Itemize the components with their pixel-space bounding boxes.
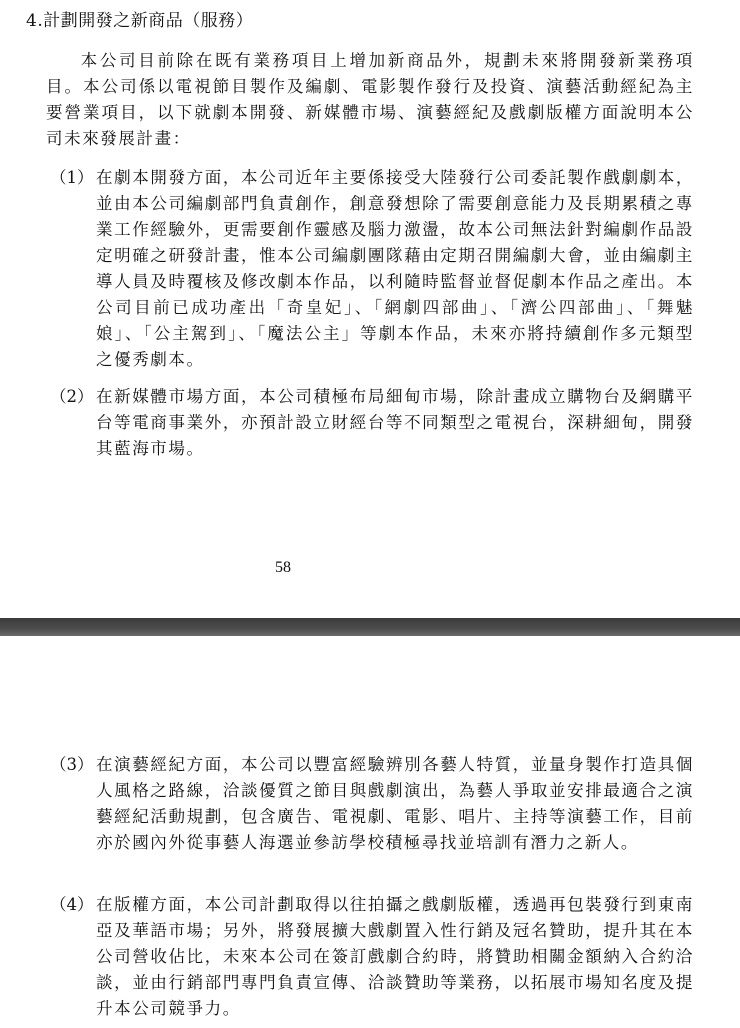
item-text: 在演藝經紀方面，本公司以豐富經驗辨別各藝人特質，並量身製作打造具個人風格之路線，洽談優質之節目與戲劇演出，為藝人爭取並安排最適合之演藝經紀活動規劃，包含廣告、電視劇、電影、唱片、主持等演藝工作，目前亦於國內外從事藝人海選並參訪學校積極尋找並培訓有潛力之新人。 xyxy=(96,755,694,852)
item-text: 在新媒體市場方面，本公司積極布局細甸市場，除計畫成立購物台及網購平台等電商事業外，亦預計設立財經台等不同類型之電視台，深耕細甸，開發其藍海市場。 xyxy=(96,387,694,458)
item-number: （2） xyxy=(50,387,94,406)
item-number: （4） xyxy=(50,895,94,914)
document-page-bottom xyxy=(0,636,740,1028)
item-number: （1） xyxy=(50,168,94,187)
intro-paragraph: 本公司目前除在既有業務項目上增加新商品外，規劃未來將開發新業務項目。本公司係以電視節目製作及編劇、電影製作發行及投資、演藝活動經紀為主要營業項目，以下就劇本開發、新媒體市場、演藝經紀及戲劇版權方面說明本公司未來發展計畫： xyxy=(46,51,694,148)
list-item xyxy=(46,384,694,462)
list-item xyxy=(46,752,694,856)
item-text: 在版權方面，本公司計劃取得以往拍攝之戲劇版權，透過再包裝發行到東南亞及華語市場；另外，將發展擴大戲劇置入性行銷及冠名贊助，提升其在本公司營收佔比，未來本公司在簽訂戲劇合約時，將贊助相關金額納入合約洽談，並由行銷部門專門負責宣傳、洽談贊助等業務，以拓展市場知名度及提升本公司競爭力。 xyxy=(96,895,694,1018)
section-heading: 4.計劃開發之新商品（服務） xyxy=(26,11,254,31)
list-item xyxy=(46,892,694,1022)
page-separator xyxy=(0,618,740,636)
list-item xyxy=(46,165,694,373)
item-number: （3） xyxy=(50,755,94,774)
page-number: 58 xyxy=(275,559,291,576)
item-text: 在劇本開發方面，本公司近年主要係接受大陸發行公司委託製作戲劇劇本，並由本公司編劇部門負責創作，創意發想除了需要創意能力及長期累積之專業工作經驗外，更需要創作靈感及腦力激盪，故本公司無法針對編劇作品設定明確之研發計畫，惟本公司編劇團隊藉由定期召開編劇大會，並由編劇主導人員及時覆核及修改劇本作品，以利隨時監督並督促劇本作品之產出。本公司目前已成功產出「奇皇妃」、「網劇四部曲」、「濟公四部曲」、「舞魅娘」、「公主駕到」、「魔法公主」等劇本作品，未來亦將持續創作多元類型之優秀劇本。 xyxy=(96,168,694,369)
